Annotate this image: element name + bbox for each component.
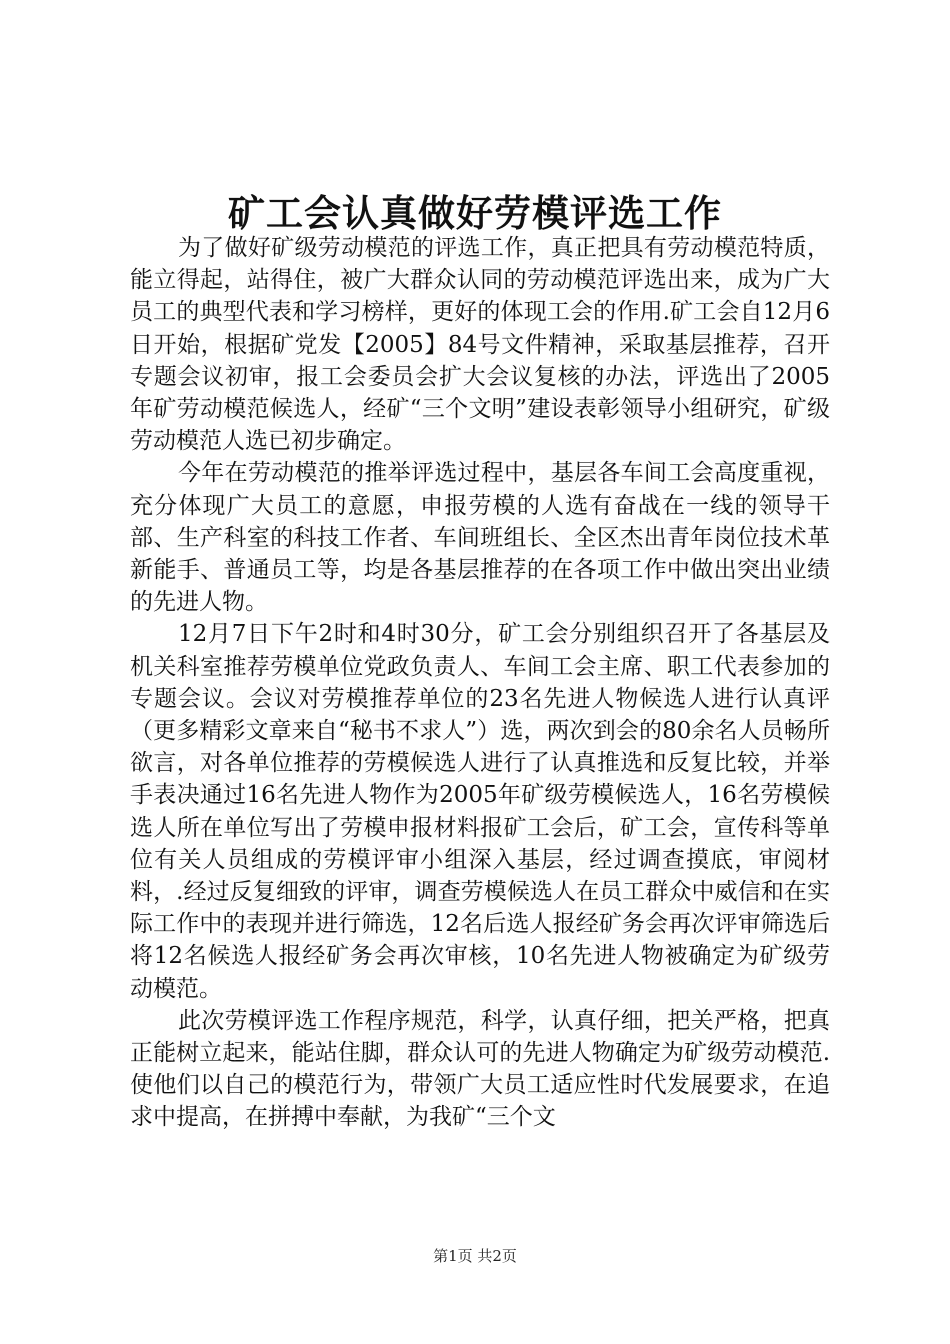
paragraph: 为了做好矿级劳动模范的评选工作，真正把具有劳动模范特质，能立得起，站得住，被广大群众认同的劳动模范评选出来，成为广大员工的典型代表和学习榜样，更好的体现工会的作用.矿工会自12月6日开始，根据矿党发【2005】84号文件精神，采取基层推荐，召开专题会议初审，报工会委员会扩大会议复核的办法，评选出了2005年矿劳动模范候选人，经矿“三个文明”建设表彰领导小组研究，矿级劳动模范人选已初步确定。	[130, 235, 830, 455]
document-title: 矿工会认真做好劳模评选工作	[228, 192, 722, 235]
document-body	[130, 232, 830, 1134]
paragraph: 12月7日下午2时和4时30分，矿工会分别组织召开了各基层及机关科室推荐劳模单位党政负责人、车间工会主席、职工代表参加的专题会议。会议对劳模推荐单位的23名先进人物候选人进行认真评（更多精彩文章来自“秘书不求人”）选，两次到会的80余名人员畅所欲言，对各单位推荐的劳模候选人进行了认真推选和反复比较，并举手表决通过16名先进人物作为2005年矿级劳模候选人，16名劳模候选人所在单位写出了劳模申报材料报矿工会后，矿工会，宣传科等单位有关人员组成的劳模评审小组深入基层，经过调查摸底，审阅材料，.经过反复细致的评审，调查劳模候选人在员工群众中威信和在实际工作中的表现并进行筛选，12名后选人报经矿务会再次评审筛选后将12名候选人报经矿务会再次审核，10名先进人物被确定为矿级劳动模范。	[130, 621, 830, 1002]
paragraph: 此次劳模评选工作程序规范，科学，认真仔细，把关严格，把真正能树立起来，能站住脚，群众认可的先进人物确定为矿级劳动模范.使他们以自己的模范行为，带领广大员工适应性时代发展要求，在追求中提高，在拼搏中奉献，为我矿“三个文	[130, 1007, 830, 1131]
paragraph: 今年在劳动模范的推举评选过程中，基层各车间工会高度重视，充分体现广大员工的意愿，申报劳模的人选有奋战在一线的领导干部、生产科室的科技工作者、车间班组长、全区杰出青年岗位技术革新能手、普通员工等，均是各基层推荐的在各项工作中做出突出业绩的先进人物。	[130, 460, 830, 616]
page-number-footer: 第1页 共2页	[433, 1247, 517, 1265]
